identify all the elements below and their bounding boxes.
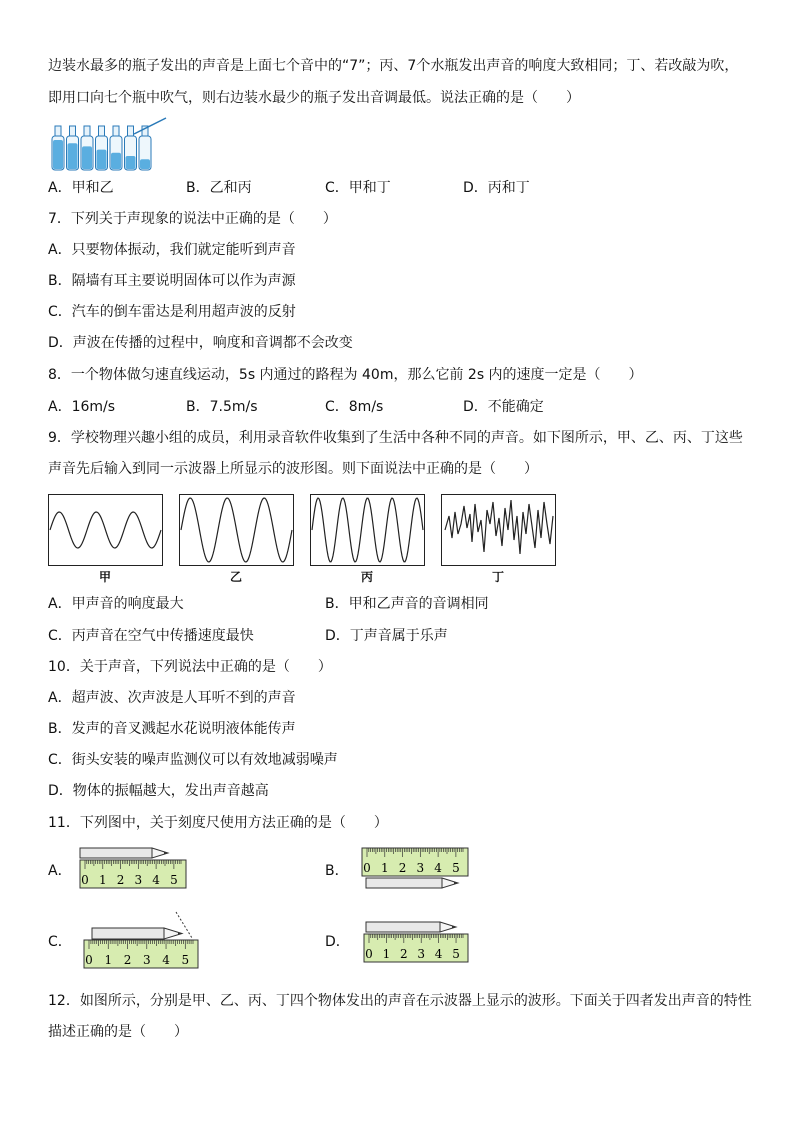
q10-option-c[interactable]: C．街头安装的噪声监测仪可以有效地减弱噪声 — [48, 752, 338, 768]
q9-option-a[interactable]: A．甲声音的响度最大 — [48, 596, 184, 612]
ruler-number: 2 — [123, 953, 132, 967]
q11-option-c[interactable]: C． — [48, 934, 72, 950]
ruler-number: 1 — [104, 953, 113, 967]
ruler-number: 0 — [81, 873, 89, 887]
q10-option-b[interactable]: B．发声的音叉溅起水花说明液体能传声 — [48, 721, 296, 737]
waveform-ding — [441, 494, 556, 566]
q10-option-d[interactable]: D．物体的振幅越大，发出声音越高 — [48, 783, 269, 799]
q8-option-b[interactable]: B．7.5m/s — [186, 399, 258, 415]
ruler-number: 5 — [181, 953, 190, 967]
ruler-number: 0 — [365, 947, 373, 961]
q10-option-a[interactable]: A．超声波、次声波是人耳听不到的声音 — [48, 690, 296, 706]
pencil — [80, 848, 168, 858]
q7-option-b[interactable]: B．隔墙有耳主要说明固体可以作为声源 — [48, 273, 296, 289]
waveform-label-bing: 丙 — [361, 570, 374, 584]
ruler-number: 4 — [434, 861, 442, 875]
q6-option-c[interactable]: C．甲和丁 — [325, 180, 391, 196]
question-6-text-line-1: 边装水最多的瓶子发出的声音是上面七个音中的“7”；丙、7个水瓶发出声音的响度大致相同；丁、若改敲为吹， — [48, 58, 739, 74]
ruler — [362, 848, 468, 876]
waveform-yi — [179, 494, 294, 566]
ruler-number: 3 — [416, 861, 425, 875]
water-bottles-figure — [48, 112, 168, 172]
ruler-number: 0 — [363, 861, 371, 875]
ruler — [80, 860, 186, 888]
ruler-number: 3 — [134, 873, 143, 887]
waveform-label-jia: 甲 — [99, 570, 112, 584]
question-6-text-line-2: 即用口向七个瓶中吹气，则右边装水最少的瓶子发出音调最低。说法正确的是（ ） — [48, 90, 580, 106]
q9-option-d[interactable]: D．丁声音属于乐声 — [325, 628, 448, 644]
water-bottle — [96, 126, 108, 170]
ruler-number: 3 — [142, 953, 151, 967]
question-10-stem: 10．关于声音，下列说法中正确的是（ ） — [48, 659, 332, 675]
ruler-number: 0 — [85, 953, 93, 967]
water-bottle — [52, 126, 64, 170]
ruler-number: 2 — [116, 873, 125, 887]
question-8-stem: 8．一个物体做匀速直线运动，5s 内通过的路程为 40m，那么它前 2s 内的速度一定是（ ） — [48, 367, 643, 383]
q7-option-d[interactable]: D．声波在传播的过程中，响度和音调都不会改变 — [48, 335, 353, 351]
ruler-number: 5 — [452, 947, 460, 961]
q11-option-d[interactable]: D． — [325, 934, 350, 950]
q9-option-c[interactable]: C．丙声音在空气中传播速度最快 — [48, 628, 254, 644]
q8-option-d[interactable]: D．不能确定 — [463, 399, 544, 415]
water-bottle — [81, 126, 93, 170]
ruler-number: 1 — [380, 861, 389, 875]
ruler-number: 4 — [162, 953, 170, 967]
ruler-number: 1 — [98, 873, 107, 887]
q6-option-d[interactable]: D．丙和丁 — [463, 180, 530, 196]
ruler — [84, 940, 198, 968]
ruler-number: 5 — [170, 873, 178, 887]
ruler-number: 1 — [382, 947, 391, 961]
q8-option-a[interactable]: A．16m/s — [48, 399, 116, 415]
water-bottle — [139, 126, 151, 170]
waveform-label-yi: 乙 — [230, 570, 243, 584]
ruler-number: 4 — [434, 947, 443, 961]
water-bottle — [110, 126, 122, 170]
waveform-bing — [310, 494, 425, 566]
pencil — [366, 922, 456, 932]
ruler-number: 5 — [452, 861, 460, 875]
q9-option-b[interactable]: B．甲和乙声音的音调相同 — [325, 596, 489, 612]
question-9-stem-line-1: 9．学校物理兴趣小组的成员，利用录音软件收集到了生活中各种不同的声音。如下图所示，甲、乙、丙、丁这些 — [48, 430, 743, 446]
question-7-stem: 7．下列关于声现象的说法中正确的是（ ） — [48, 211, 337, 227]
waveform-jia — [48, 494, 163, 566]
ruler-number: 4 — [152, 873, 160, 887]
q11-option-a[interactable]: A． — [48, 863, 72, 879]
ruler-number: 2 — [398, 861, 407, 875]
ruler-number: 3 — [417, 947, 426, 961]
pencil — [92, 928, 182, 939]
q11-option-b[interactable]: B． — [325, 863, 349, 879]
water-bottle — [67, 126, 79, 170]
question-11-stem: 11．下列图中，关于刻度尺使用方法正确的是（ ） — [48, 815, 388, 831]
ruler-figure-a — [78, 844, 190, 892]
q8-option-c[interactable]: C．8m/s — [325, 399, 384, 415]
q6-option-b[interactable]: B．乙和丙 — [186, 180, 252, 196]
ruler-figure-b — [360, 846, 472, 894]
waveform-label-ding: 丁 — [492, 570, 505, 584]
q7-option-a[interactable]: A．只要物体振动，我们就定能听到声音 — [48, 242, 296, 258]
q6-option-a[interactable]: A．甲和乙 — [48, 180, 114, 196]
q7-option-c[interactable]: C．汽车的倒车雷达是利用超声波的反射 — [48, 304, 296, 320]
question-9-stem-line-2: 声音先后输入到同一示波器上所显示的波形图。则下面说法中正确的是（ ） — [48, 461, 538, 477]
water-bottle — [125, 126, 137, 170]
ruler — [364, 934, 468, 962]
ruler-figure-d — [362, 918, 474, 966]
ruler-figure-c — [80, 910, 204, 976]
ruler-number: 2 — [399, 947, 408, 961]
question-12-stem-line-2: 描述正确的是（ ） — [48, 1024, 188, 1040]
question-12-stem-line-1: 12．如图所示，分别是甲、乙、丙、丁四个物体发出的声音在示波器上显示的波形。下面关于四者发出声音的特性 — [48, 993, 752, 1009]
pencil — [366, 878, 458, 888]
